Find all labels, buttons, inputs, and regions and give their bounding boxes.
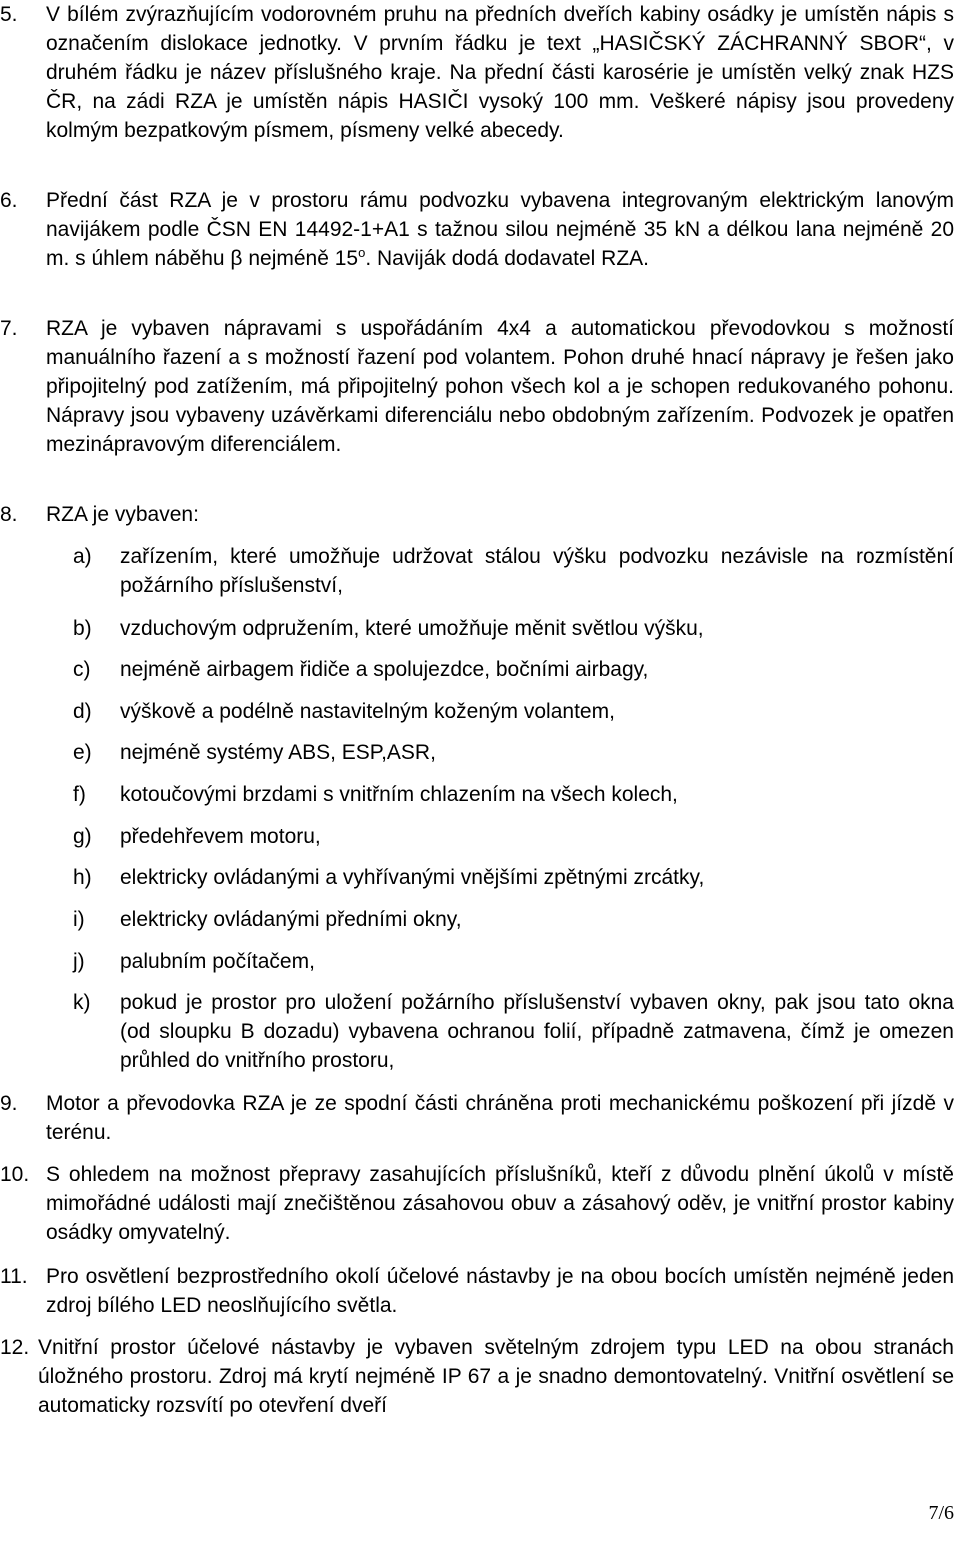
sub-item-text: pokud je prostor pro uložení požárního příslušenství vybaven okny, pak jsou tato okna (od sloupku B dozadu) vybavena ochranou folií, případně zatmavena, čímž je omezen průhled do vnitřního prostoru,	[120, 991, 954, 1072]
item-number: 11.	[0, 1265, 28, 1288]
sub-item-label: d)	[73, 700, 92, 723]
page-number: 7/6	[928, 1502, 954, 1524]
sub-item-label: f)	[73, 783, 86, 806]
item-number: 9.	[0, 1092, 18, 1115]
sub-item-label: k)	[73, 991, 91, 1014]
item-number: 5.	[0, 3, 18, 26]
item-text: RZA je vybaven nápravami s uspořádáním 4x4 a automatickou převodovkou s možností manuálního řazení a s možností řazení pod volantem. Pohon druhé hnací nápravy je řešen jako připojitelný pod zatížením, má připojitelný pohon všech kol a je schopen redukovaného pohonu. Nápravy jsou vybaveny uzávěrkami diferenciálu nebo obdobným zařízením. Podvozek je opatřen mezinápravovým diferenciálem.	[46, 317, 954, 456]
sub-item-label: e)	[73, 741, 92, 764]
item-number: 8.	[0, 503, 18, 526]
sub-item-text: palubním počítačem,	[120, 950, 315, 973]
item-number: 7.	[0, 317, 18, 340]
item-number: 6.	[0, 189, 18, 212]
item-text: S ohledem na možnost přepravy zasahujících příslušníků, kteří z důvodu plnění úkolů v místě mimořádné události mají znečištěnou zásahovou obuv a zásahový oděv, je vnitřní prostor kabiny osádky omyvatelný.	[46, 1163, 954, 1244]
sub-item-label: h)	[73, 866, 92, 889]
item-text: V bílém zvýrazňujícím vodorovném pruhu na předních dveřích kabiny osádky je umístěn nápis s označením dislokace jednotky. V prvním řádku je text „HASIČSKÝ ZÁCHRANNÝ SBOR“, v druhém řádku je název příslušného kraje. Na přední části karosérie je umístěn velký znak HZS ČR, na zádi RZA je umístěn nápis HASIČI vysoký 100 mm. Veškeré nápisy jsou provedeny kolmým bezpatkovým písmem, písmeny velké abecedy.	[46, 3, 954, 142]
sub-item-label: j)	[73, 950, 85, 973]
sub-item-text: elektricky ovládanými a vyhřívanými vnějšími zpětnými zrcátky,	[120, 866, 705, 889]
sub-item-text: předehřevem motoru,	[120, 825, 321, 848]
sub-item-text: vzduchovým odpružením, které umožňuje měnit světlou výšku,	[120, 617, 704, 640]
item-number: 12.	[0, 1336, 30, 1359]
item-text: Pro osvětlení bezprostředního okolí účelové nástavby je na obou bocích umístěn nejméně jeden zdroj bílého LED neoslňujícího světla.	[46, 1265, 954, 1317]
sub-item-text: elektricky ovládanými předními okny,	[120, 908, 462, 931]
sub-item-text: kotoučovými brzdami s vnitřním chlazením na všech kolech,	[120, 783, 678, 806]
item-text: Motor a převodovka RZA je ze spodní části chráněna proti mechanickému poškození při jízdě v terénu.	[46, 1092, 954, 1144]
sub-item-label: g)	[73, 825, 92, 848]
sub-item-label: b)	[73, 617, 92, 640]
sub-item-text: nejméně airbagem řidiče a spolujezdce, bočními airbagy,	[120, 658, 649, 681]
item-text: Přední část RZA je v prostoru rámu podvozku vybavena integrovaným elektrickým lanovým navijákem podle ČSN EN 14492-1+A1 s tažnou silou nejméně 35 kN a délkou lana nejméně 20 m. s úhlem náběhu β nejméně 15$^o$. Naviják dodá dodavatel RZA.	[46, 189, 954, 270]
sub-item-label: i)	[73, 908, 85, 931]
item-text: RZA je vybaven:	[46, 503, 199, 526]
sub-item-text: nejméně systémy ABS, ESP,ASR,	[120, 741, 436, 764]
item-number: 10.	[0, 1163, 30, 1186]
sub-item-text: zařízením, které umožňuje udržovat stálou výšku podvozku nezávisle na rozmístění požárního příslušenství,	[120, 545, 954, 597]
item-text: Vnitřní prostor účelové nástavby je vybaven světelným zdrojem typu LED na obou stranách úložného prostoru. Zdroj má krytí nejméně IP 67 a je snadno demontovatelný. Vnitřní osvětlení se automaticky rozsvítí po otevření dveří	[38, 1336, 954, 1417]
sub-item-text: výškově a podélně nastavitelným koženým volantem,	[120, 700, 615, 723]
sub-item-label: c)	[73, 658, 91, 681]
sub-item-label: a)	[73, 545, 92, 568]
